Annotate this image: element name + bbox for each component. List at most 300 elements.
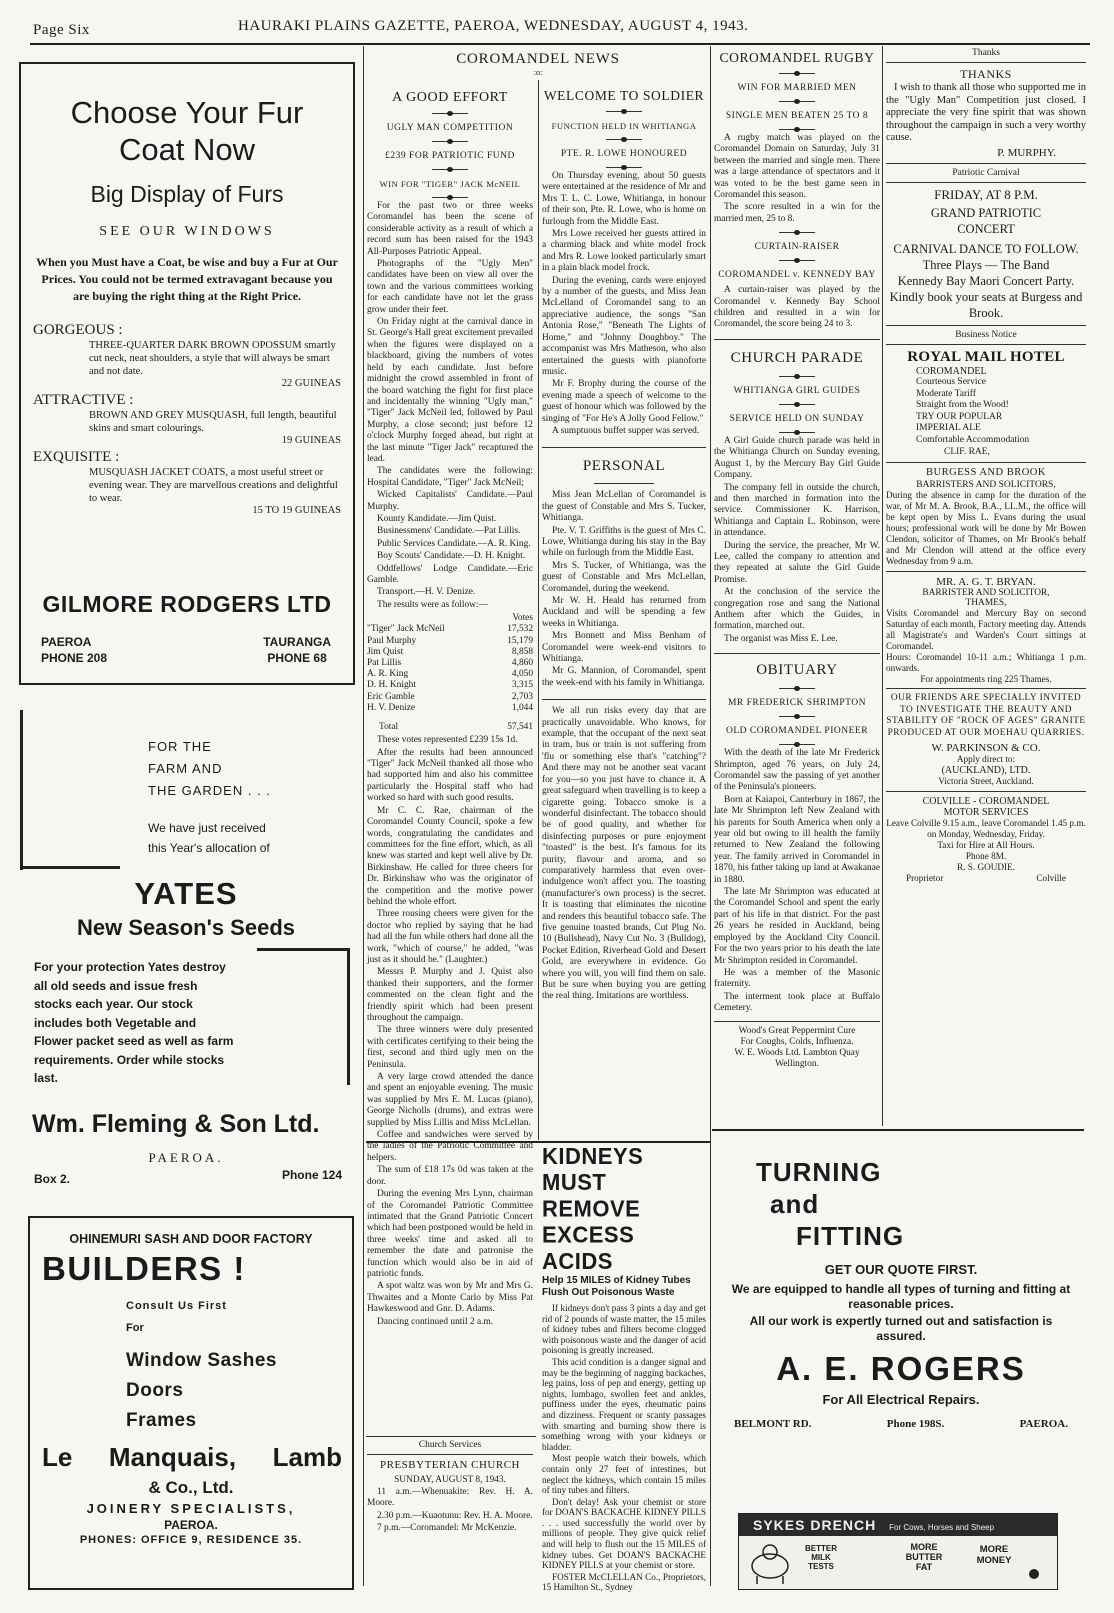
motor-text: Leave Colville 9.15 a.m., leave Coromandel 1.45 p.m. on Monday, Wednesday, Friday.	[886, 817, 1086, 839]
paragraph: Coffee and sandwiches were served by the ladies of the Patriotic Committee and helpers.	[367, 1130, 533, 1163]
paragraph: Three rousing cheers were given for the doctor who replied by saying that he had had all the fun while others had done all the work, "which of course," he added, "was just as it should be." (Laughter.)	[367, 909, 533, 965]
candidate-votes: 15,179	[507, 635, 533, 646]
section-rule	[886, 462, 1086, 463]
fur-headline-2: Coat Now	[118, 132, 256, 167]
parade-body	[714, 436, 880, 645]
curtain-raiser-sub: COROMANDEL v. KENNEDY BAY	[718, 270, 876, 281]
hotel-line: TRY OUR POPULAR	[916, 411, 1003, 422]
see-windows: SEE OUR WINDOWS	[99, 224, 275, 239]
fur-item-price: 19 GUINEAS	[281, 435, 341, 446]
votes-label: Votes	[512, 613, 533, 624]
paragraph: Wicked Capitalists' Candidate.—Paul Murphy.	[367, 490, 533, 512]
thanks-text: I wish to thank all those who supported me in the "Ugly Man" Competition just closed. I appreciate the very fine spirit that was shown throughout the campaign in such a very worthy cause.	[886, 82, 1086, 143]
fur-item-label: ATTRACTIVE :	[33, 392, 134, 408]
candidate-name: A. R. King	[367, 669, 409, 680]
rule-ornament	[779, 98, 815, 105]
paragraph: A very large crowd attended the dance and spent an enjoyable evening. The music was supplied by Mrs E. M. Lucas (piano), George Nicholls (drums), and extras were supplied by Miss Lillis and Miss McLellan.	[367, 1072, 533, 1128]
thanks-label: Thanks	[972, 48, 1000, 58]
vote-results-table	[367, 613, 533, 733]
bracket-decoration	[20, 710, 29, 870]
vote-row	[367, 692, 533, 703]
candidate-votes: 3,315	[511, 680, 533, 691]
parkinson-details	[886, 754, 1086, 787]
window-sashes: Window Sashes	[126, 1350, 277, 1371]
total-label: Total	[379, 722, 399, 733]
kidneys-headline: KIDNEYS	[542, 1142, 644, 1170]
parkinson-line: Victoria Street, Auckland.	[938, 775, 1034, 786]
article-subhead: FUNCTION HELD IN WHITIANGA	[551, 121, 697, 131]
church-time-line: 7 p.m.—Coromandel: Mr McKenzie.	[377, 1523, 517, 1534]
sykes-tag: For Cows, Horses and Sheep	[889, 1523, 995, 1532]
bryan-appointments: For appointments ring 225 Thames.	[920, 674, 1052, 685]
article-subhead: £239 FOR PATRIOTIC FUND	[385, 151, 515, 161]
hotel-line: Courteous Service	[916, 377, 986, 388]
burgess-brook-title: BURGESS AND BROOK	[926, 467, 1046, 479]
turning-headline: TURNING	[756, 1157, 882, 1187]
builders-ad	[28, 1216, 354, 1590]
tauranga-contact	[263, 634, 331, 666]
paragraph: Messrs P. Murphy and J. Quist also thanked their supporters, and the former commented on the clean fight and the friendly spirit which had been present throughout the campaign.	[367, 967, 533, 1023]
paragraph: The late Mr Shrimpton was educated at the Coromandel School and spent the early part of his life in that district. For the past 26 years he resided in Auckland, being employed by the Auckland City Council. For the two years prior to his death the late Mr Shrimpton resided in Coromandel.	[714, 887, 880, 966]
woods-line: Wood's Great Peppermint Cure	[738, 1025, 856, 1036]
section-rule	[542, 699, 706, 700]
rule-ornament	[779, 713, 815, 720]
town: PAEROA	[41, 635, 92, 649]
paragraph: The score resulted in a win for the married men, 25 to 8.	[714, 202, 880, 224]
sykes-drench-ad	[738, 1513, 1058, 1590]
paragraph: Kounty Kandidate.—Jim Quist.	[377, 513, 497, 524]
fur-item-label: EXQUISITE :	[33, 449, 120, 465]
paragraph: Mr W. H. Heald has returned from Auckland and will be spending a few weeks in Whitianga.	[542, 596, 706, 629]
paragraph: The company fell in outside the church, and then marched in formation into the service. Commissioner K. Harrison, Whitianga and Captain L. Robinson, were in attendance.	[714, 482, 880, 539]
paragraph: For the past two or three weeks Coromandel has been the scene of considerable activity as a result of which a record sum has been raised for the 1943 All-Purposes Patriotic Appeal.	[367, 201, 533, 257]
electrical-repairs: For All Electrical Repairs.	[822, 1392, 980, 1407]
new-season-seeds: New Season's Seeds	[76, 915, 295, 940]
presbyterian-church: PRESBYTERIAN CHURCH	[380, 1459, 520, 1471]
motor-line: R. S. GOUDIE.	[957, 861, 1015, 872]
section-rule	[886, 344, 1086, 345]
paragraph: Oddfellows' Lodge Candidate.—Eric Gamble.	[367, 563, 533, 585]
section-rule	[886, 791, 1086, 792]
fur-item-3	[33, 449, 341, 516]
section-rule	[886, 688, 1086, 689]
section-rule	[594, 483, 654, 484]
candidate-votes: 17,532	[507, 624, 533, 635]
cow-icon	[745, 1538, 795, 1586]
paragraph: A Girl Guide church parade was held in the Whitianga Church on Sunday evening, August 1, by the Mercury Bay Girl Guide Company.	[714, 435, 880, 481]
candidate-votes: 4,860	[511, 658, 533, 669]
vote-row	[367, 669, 533, 680]
rule-ornament	[606, 108, 642, 115]
paragraph: At the conclusion of the service the congregation rose and sang the National Anthem after which the Guides, in formation, marched out.	[714, 587, 880, 632]
paragraph: A rugby match was played on the Coromandel Domain on Saturday, July 31 between the married and single men. There was a large attendance of spectators and it was voted to be the best game seen in Coromandel this season.	[714, 133, 880, 201]
page-number: Page Six	[33, 22, 90, 38]
bracket-decoration	[257, 948, 350, 1085]
kidneys-body	[542, 1303, 706, 1593]
paragraph: Mr F. Brophy during the course of the evening made a speech of welcome to the guest of honour which was followed by the singing of "For He's A Jolly Good Fellow."	[542, 379, 706, 424]
article-subhead: WIN FOR "TIGER" JACK McNEIL	[379, 179, 521, 189]
wm-fleming-name: Wm. Fleming & Son Ltd.	[32, 1110, 320, 1138]
carnival-line: Kindly book your seats at Burgess and Brook.	[889, 289, 1083, 320]
paragraph: During the service, the preacher, Mr W. Lee, called the company to attention and they repeated at salute the Girl Guide Promise.	[714, 540, 880, 585]
rogers-town: PAEROA.	[1019, 1418, 1068, 1430]
rugby-body	[714, 133, 880, 225]
yates-seeds-ad	[20, 700, 352, 1200]
candidate-name: Paul Murphy	[367, 635, 417, 646]
church-times	[367, 1487, 533, 1535]
paragraph: Mrs Bonnett and Miss Benham of Coromandel were week-end visitors to Whitianga.	[542, 631, 706, 665]
candidate-name: "Tiger" Jack McNeil	[367, 624, 445, 635]
ae-rogers-name: A. E. ROGERS	[776, 1350, 1026, 1387]
hotel-line: Comfortable Accommodation	[916, 435, 1030, 446]
coromandel-news-banner	[366, 48, 710, 78]
motor-line: Taxi for Hire at All Hours.	[937, 839, 1035, 850]
royal-mail-hotel: ROYAL MAIL HOTEL	[907, 348, 1065, 365]
candidate-name: D. H. Knight	[367, 680, 416, 691]
section-rule	[886, 325, 1086, 326]
parkinson-name: W. PARKINSON & CO.	[931, 741, 1041, 754]
yates-town: PAEROA.	[148, 1150, 224, 1165]
church-services	[367, 1440, 533, 1590]
town: TAURANGA	[263, 635, 331, 649]
yates-phone: Phone 124	[281, 1168, 342, 1182]
paragraph: Miss Jean McLellan of Coromandel is the guest of Constable and Mrs S. Tucker, Whitianga.	[542, 490, 706, 524]
candidate-name: Jim Quist	[367, 646, 404, 657]
paragraph: If kidneys don't pass 3 pints a day and get rid of 2 pounds of waste matter, the 15 miles of kidney tubes and filters become clogged with poisonous waste and the danger of acid poisoning is greatly increased.	[542, 1303, 706, 1356]
paragraph: Dancing continued until 2 a.m.	[377, 1316, 494, 1327]
rule-ornament	[779, 373, 815, 380]
fur-intro: When you Must have a Coat, be wise and buy a Fur at Our Prices. You could not be termed extravagant because you are buying the right thing at the Right Price.	[36, 255, 338, 303]
paragraph: Mr G. Mannion, of Coromandel, spent the week-end with his family in Whitianga.	[542, 666, 706, 688]
section-rule	[714, 653, 880, 654]
rule-ornament	[432, 138, 468, 145]
section-rule	[886, 182, 1086, 183]
good-effort-body-2	[367, 735, 533, 1328]
candidate-name: H. V. Denize	[367, 702, 416, 713]
le-manquais-name: Le Manquais, Lamb	[42, 1442, 342, 1472]
parkinson-line: Apply direct to:	[956, 753, 1016, 764]
paragraph: The candidates were the following: Hospital Candidate, "Tiger" Jack McNeil;	[367, 466, 533, 488]
candidate-votes: 4,050	[511, 669, 533, 680]
good-effort-head: A GOOD EFFORT	[392, 90, 508, 105]
box-number: Box 2.	[34, 1172, 71, 1186]
yates-body: For your protection Yates destroy all old seeds and issue fresh stocks each year. Our stock includes both Vegetable and Flower packet seed as well as farm requirements. Order while stocks last.	[34, 960, 234, 1085]
bryan-sub: BARRISTER AND SOLICITOR,	[922, 588, 1050, 599]
header-rule	[30, 43, 1090, 45]
welcome-personal-column	[542, 80, 706, 1140]
vote-row	[367, 624, 533, 635]
hotel-line: Moderate Tariff	[916, 388, 976, 399]
section-rule	[542, 447, 706, 448]
vote-row	[367, 680, 533, 691]
motor-details	[886, 840, 1086, 873]
rogers-contact	[734, 1418, 1068, 1430]
paragraph: Boy Scouts' Candidate.—D. H. Knight.	[377, 551, 526, 562]
burgess-brook-sub: BARRISTERS AND SOLICITORS,	[916, 480, 1056, 491]
rule-ornament	[432, 194, 468, 201]
rule-ornament	[779, 741, 815, 748]
bryan-town: THAMES,	[965, 598, 1007, 609]
paragraph: Born at Kaiapoi, Canterbury in 1867, the late Mr Shrimpton left New Zealand with his parents for South America when only a year old but owing to ill health the family returned to New Zealand the following year. The family arrived in Coromandel in 1870, his father taking up land at Awakanae in 1880.	[714, 794, 880, 885]
column-rule	[538, 80, 539, 1140]
woods-peppermint-ad	[714, 1026, 880, 1070]
paragraph: Most people watch their bowels, which contain only 27 feet of intestines, but neglect the kidneys, which contain 15 miles of tiny tubes and filters.	[542, 1453, 706, 1496]
paragraph: The results were as follow:—	[377, 599, 488, 610]
motor-line: Phone 8M.	[965, 850, 1007, 861]
kidneys-subhead: Help 15 MILES of Kidney Tubes Flush Out Poisonous Waste	[542, 1275, 691, 1298]
motor-line: Colville	[1036, 872, 1066, 883]
builders-town: PAEROA.	[164, 1518, 218, 1532]
woods-line: For Coughs, Colds, Influenza.	[740, 1036, 854, 1047]
benefit-3: MORE MONEY	[976, 1544, 1012, 1566]
column-rule	[710, 46, 711, 1586]
fur-item-desc: BROWN AND GREY MUSQUASH, full length, beautiful skins and smart colourings.	[89, 410, 337, 434]
rugby-parade-obituary-column	[714, 48, 880, 1128]
bracket-decoration	[20, 866, 120, 869]
fur-item-desc: MUSQUASH JACKET COATS, a most useful street or evening wear. They are marvellous creations and delightful to wear.	[89, 467, 338, 504]
paragraph: Businessmens' Candidate.—Pat Lillis.	[377, 526, 521, 537]
good-effort-body	[367, 201, 533, 611]
rule-ornament	[779, 126, 815, 133]
yates-line: FOR THE	[148, 739, 212, 754]
sykes-brand: SYKES DRENCH	[753, 1517, 877, 1533]
personal-body	[542, 490, 706, 689]
rule-ornament	[432, 110, 468, 117]
column-rule	[882, 46, 883, 1126]
paragraph: This acid condition is a danger signal and may be the beginning of nagging backaches, leg pains, loss of pep and energy, getting up nights, lumbago, swollen feet and ankles, puffiness under the eyes, rheumatic pains and dizziness. Frequent or scanty passages with smarting and burning show there is something wrong with your kidneys or bladder.	[542, 1356, 706, 1452]
paragraph: A spot waltz was won by Mr and Mrs G. Thwaites and a Monte Carlo by Miss Pat Hawkeswood and Gnr. D. Adams.	[367, 1281, 533, 1315]
paragraph: He was a member of the Masonic fraternity.	[714, 967, 880, 990]
total-value: 57,541	[507, 722, 533, 733]
vote-row	[367, 636, 533, 647]
article-subhead: WIN FOR MARRIED MEN	[737, 83, 857, 93]
phone: PHONE 68	[267, 651, 327, 665]
rule-ornament	[779, 429, 815, 436]
paragraph: After the results had been announced "Tiger" Jack McNeil thanked all those who had supported him and also his committee particularly the Hospital staff who had worked so hard with such good results.	[367, 747, 533, 804]
hotel-details	[886, 366, 1086, 459]
thanks-signature: P. MURPHY.	[997, 146, 1056, 159]
fur-item-2	[33, 392, 341, 446]
obituary-body	[714, 748, 880, 1014]
doors: Doors	[126, 1380, 184, 1401]
paragraph: During the evening Mrs Lynn, chairman of the Coromandel Patriotic Committee intimated that the Grand Patriotic Concert which had been postponed would be held in three weeks' time and asked all to remember the date and patronise the function which would also be in aid of patriotic funds.	[367, 1189, 533, 1279]
bryan-title: MR. A. G. T. BRYAN.	[936, 576, 1036, 589]
quote-first: GET OUR QUOTE FIRST.	[824, 1262, 978, 1277]
carnival-label: Patriotic Carnival	[952, 167, 1020, 178]
rogers-phone: Phone 198S.	[886, 1418, 945, 1430]
turning-headline: FITTING	[796, 1221, 905, 1251]
paragraph: The sum of £18 17s 0d was taken at the door.	[367, 1165, 533, 1187]
rule-ornament	[779, 229, 815, 236]
fur-coat-ad	[19, 62, 355, 685]
parkinson-line: (AUCKLAND), LTD.	[941, 764, 1031, 776]
page-header	[33, 18, 1086, 42]
fur-item-price: 22 GUINEAS	[281, 378, 341, 389]
carnival-line: CARNIVAL DANCE TO FOLLOW.	[893, 241, 1079, 256]
carnival-line: FRIDAY, AT 8 P.M.	[934, 186, 1038, 202]
rule-ornament	[779, 257, 815, 264]
turning-fitting-ad	[720, 1136, 1082, 1436]
paragraph: Pte. V. T. Griffiths is the guest of Mrs C. Lowe, Whitianga during his stay in the Bay while on furlough from the Middle East.	[542, 525, 706, 559]
yates-line: this Year's allocation of	[148, 841, 270, 855]
frames: Frames	[126, 1410, 197, 1431]
section-rule	[886, 571, 1086, 572]
turning-body-2: All our work is expertly turned out and satisfaction is assured.	[749, 1314, 1053, 1343]
church-label: Church Services	[418, 1440, 482, 1450]
paragraph: FOSTER McCLELLAN Co., Proprietors, 15 Hamilton St., Sydney	[542, 1571, 706, 1593]
woods-line: W. E. Woods Ltd. Lambton Quay Wellington.	[734, 1047, 860, 1069]
kidneys-ad	[542, 1142, 706, 1593]
paragraph: Photographs of the "Ugly Men" candidates have been on view all over the town and the various committees working for each candidate have not let the grass grow under their feet.	[367, 259, 533, 315]
yates-line: THE GARDEN . . .	[148, 783, 271, 798]
section-rule	[366, 1436, 536, 1437]
rule-ornament	[606, 136, 642, 143]
business-notice-label: Business Notice	[955, 329, 1017, 340]
yates-brand: YATES	[134, 876, 238, 911]
rule-ornament	[779, 70, 815, 77]
gilmore-rodgers-name: GILMORE RODGERS LTD	[42, 591, 332, 617]
votes-total-row	[367, 722, 533, 733]
factory-name: OHINEMURI SASH AND DOOR FACTORY	[69, 1232, 313, 1246]
section-rule	[367, 1454, 533, 1455]
carnival-line: Kennedy Bay Maori Concert Party.	[897, 273, 1075, 288]
section-rule	[712, 1129, 1084, 1131]
section-rule	[714, 339, 880, 340]
article-subhead: UGLY MAN COMPETITION	[386, 123, 514, 133]
article-subhead: WHITIANGA GIRL GUIDES	[733, 385, 861, 396]
benefit-1: BETTER MILK TESTS	[805, 1544, 837, 1571]
paragraph: Don't delay! Ask your chemist or store for DOAN'S BACKACHE KIDNEY PILLS . . . used successfully the world over by millions of people. They give quick relief and will help to flush out the 15 MILES of kidney tubes. Get DOAN'S BACKACHE KIDNEY PILLS at your chemist or store.	[542, 1496, 706, 1571]
carnival-line: Three Plays — The Band	[922, 257, 1050, 272]
builders-phones: PHONES: OFFICE 9, RESIDENCE 35.	[79, 1534, 303, 1546]
paragraph: A sumptuous buffet supper was served.	[552, 425, 700, 436]
paragraph: Public Services Candidate.—A. R. King.	[377, 538, 531, 549]
church-time-line: 11 a.m.—Whenuakite: Rev. H. A. Moore.	[367, 1487, 533, 1509]
rule-ornament	[779, 401, 815, 408]
rule-ornament	[606, 164, 642, 171]
tobacco-notice	[542, 706, 706, 1003]
kidneys-headline: EXCESS ACIDS	[542, 1221, 635, 1275]
bryan-text: Visits Coromandel and Mercury Bay on second Saturday of each month, Factory meeting day. Attends all Magistrate's and Warden's Court sittings at Coromandel.	[886, 608, 1086, 652]
article-subhead: MR FREDERICK SHRIMPTON	[727, 698, 867, 709]
section-rule	[714, 1021, 880, 1022]
fur-subhead: Big Display of Furs	[90, 181, 284, 207]
turning-body: We are equipped to handle all types of turning and fitting at reasonable prices.	[731, 1282, 1071, 1311]
church-time-line: 2.30 p.m.—Kuaotunu: Rev. H. A. Moore.	[377, 1510, 533, 1521]
joinery-specialists: JOINERY SPECIALISTS,	[86, 1501, 296, 1516]
curtain-raiser-text: A curtain-raiser was played by the Coromandel v. Kennedy Bay School children and resulted in a win for Coromandel, the score being 24 to 3.	[714, 285, 880, 330]
right-notices-column	[886, 46, 1086, 1126]
paragraph: Mrs Lowe received her guests attired in a charming black and white model frock and Mrs R. Lowe looked particularly smart in a plain black model frock.	[542, 229, 706, 274]
consult-us: Consult Us First	[126, 1300, 227, 1312]
rule-ornament	[432, 166, 468, 173]
hotel-line: COROMANDEL	[916, 365, 987, 377]
coin-icon	[1029, 1569, 1039, 1579]
welcome-body	[542, 171, 706, 437]
church-parade-title: CHURCH PARADE	[730, 349, 864, 366]
section-rule	[886, 62, 1086, 63]
rock-of-ages-text: OUR FRIENDS ARE SPECIALLY INVITED TO INVESTIGATE THE BEAUTY AND STABILITY OF "ROCK OF AGES" GRANITE PRODUCED AT OUR MOEHAU QUARRIES.	[886, 693, 1086, 739]
hotel-line: Straight from the Wood!	[916, 400, 1009, 411]
fur-item-desc: THREE-QUARTER DARK BROWN OPOSSUM smartly cut neck, neat shoulders, a style that will always be smart and not date.	[89, 340, 336, 377]
phone: PHONE 208	[41, 651, 108, 665]
company-suffix: & Co., Ltd.	[148, 1478, 234, 1497]
paragraph: The three winners were duly presented with certificates certifying to their being the first, second and third ugly men on the Peninsula.	[367, 1025, 533, 1070]
bryan-hours: Hours: Coromandel 10-11 a.m.; Whitianga 1 p.m. onwards.	[886, 652, 1086, 674]
paragraph: Transport.—H. V. Denize.	[377, 587, 476, 598]
fur-headline: Choose Your Fur	[70, 95, 304, 130]
rule-ornament	[779, 685, 815, 692]
carnival-line: GRAND PATRIOTIC	[930, 205, 1042, 220]
paragraph: During the evening, cards were enjoyed by a number of the guests, and Miss Jean McLelland of Coromandel sang to an appreciative audience, the songs "San Antonia Rose," "Beneath The Lights of Home," and "Johnny Doughboy." The accompanist was Mrs Matheson, who also entertained the guests with pianoforte music.	[542, 275, 706, 377]
coromandel-news-title: COROMANDEL NEWS	[456, 51, 620, 67]
rugby-title: COROMANDEL RUGBY	[719, 50, 875, 65]
thanks-title: THANKS	[960, 67, 1012, 81]
paragraph: With the death of the late Mr Frederick Shrimpton, aged 76 years, on July 24, Coromandel saw the passing of yet another of the Peninsula's pioneers.	[714, 748, 880, 793]
vote-row	[367, 647, 533, 658]
candidate-votes: 2,703	[511, 691, 533, 702]
rogers-address: BELMONT RD.	[734, 1418, 812, 1430]
burgess-brook-text: During the absence in camp for the duration of the war, of Mr M. A. Brook, B.A., LL.M., the office will be kept open by Miss L. Evans during the usual hours; professional work will be done by Mr Bowen Clendon, solicitor of Thames, on Mr Brook's behalf and Mr Clendon will attend at the office every Wednesday from 9 a.m.	[886, 490, 1086, 567]
article-subhead: PTE. R. LOWE HONOURED	[560, 149, 688, 159]
section-rule	[886, 163, 1086, 164]
carnival-notice	[886, 187, 1086, 321]
church-date: SUNDAY, AUGUST 8, 1943.	[394, 1475, 506, 1485]
welcome-head: WELCOME TO SOLDIER	[543, 88, 705, 103]
separator: :o:	[533, 68, 543, 77]
sykes-banner	[739, 1514, 1057, 1536]
masthead: HAURAKI PLAINS GAZETTE, PAEROA, WEDNESDAY, AUGUST 4, 1943.	[238, 18, 749, 34]
carnival-line: CONCERT	[957, 221, 1015, 236]
fur-item-label: GORGEOUS :	[33, 322, 123, 338]
paragraph: On Thursday evening, about 50 guests were entertained at the residence of Mr and Mrs T. L. C. Lowe, Whitianga, in honour of their son, Pte. R. Lowe, who is home on furlough from the Middle East.	[542, 171, 706, 227]
paragraph: Mr C. C. Rae, chairman of the Coromandel County Council, spoke a few words, congratulating the candidates and committees for the fine effort, which, as all knew was started and kept well alive by Dr. Birkinshaw. He called for three cheers for Dr. Birkinshaw who was the originator of the competition and the motive power behind the whole effort.	[367, 805, 533, 907]
curtain-raiser-head: CURTAIN-RAISER	[754, 242, 840, 253]
motor-title: COLVILLE - COROMANDEL	[922, 795, 1050, 807]
paeroa-contact	[41, 634, 107, 666]
paragraph: The organist was Miss E. Lee.	[724, 633, 838, 644]
fur-item-1	[33, 322, 341, 389]
hotel-line: IMPERIAL ALE	[916, 423, 981, 434]
vote-row	[367, 703, 533, 714]
builders-heading: BUILDERS !	[42, 1250, 246, 1287]
candidate-name: Pat Lillis	[367, 658, 402, 669]
yates-line: We have just received	[148, 821, 266, 835]
obituary-title: OBITUARY	[756, 662, 838, 679]
good-effort-article	[367, 80, 533, 1327]
yates-line: FARM AND	[148, 761, 223, 776]
candidate-votes: 8,858	[511, 646, 533, 657]
fur-item-price: 15 TO 19 GUINEAS	[252, 505, 341, 516]
motor-sub: MOTOR SERVICES	[943, 806, 1029, 818]
paragraph: These votes represented £239 15s 1d.	[377, 735, 518, 746]
paragraph: The interment took place at Buffalo Cemetery.	[714, 991, 880, 1014]
paragraph: We all run risks every day that are practically unavoidable. Who knows, for example, that the occupant of the next seat in tram, bus or train is not suffering from 'flu or something else that's "catching"? And there may not be another seat vacant for you—so you just have to chance it. A great safeguard when travelling is to keep a cigarette going. Tobacco smoke is a wonderful disinfectant. The tobacco should be of good quality, and whether for disinfecting purposes or pure enjoyment "toasted" is the best. It's famous for its purity, flavour and aroma, and so comparatively harmless that even over-indulgence won't affect you. The toasting (manufacturer's own process) is the secret. It is toasting that eliminates the nicotine and renders this beautiful tobacco safe. The five genuine toasted brands, Cut Plug No. 10 (Bullshead), Navy Cut No. 3 (Bulldog), Pocket Edition, Riverhead Gold and Desert Gold, are everywhere in evidence. Go where you will, you will find them on sale. But be sure when buying you are getting the real thing. Imitations are worthless.	[542, 706, 706, 1002]
vote-row	[367, 658, 533, 669]
article-subhead: SINGLE MEN BEATEN 25 TO 8	[725, 111, 869, 121]
personal-head: PERSONAL	[582, 458, 666, 475]
column-rule	[363, 46, 364, 1586]
motor-proprietor	[886, 873, 1086, 883]
article-subhead: OLD COROMANDEL PIONEER	[725, 726, 869, 737]
paragraph: Mrs S. Tucker, of Whitianga, was the guest of Constable and Mrs McLellan, Coromandel, during the weekend.	[542, 560, 706, 594]
paragraph: On Friday night at the carnival dance in St. George's Hall great excitement prevailed when the figures were displayed on a blackboard, giving the numbers of votes held by each candidate. Just before midnight the crowd assembled in front of the board watching the fight for first place and incidentally the winning "Ugly man," "Tiger" Jack McNeil led, followed by Paul Murphy, a close second; just before 12 o'clock Murphy forged ahead, but right at the last minute "Tiger Jack" recaptured the lead.	[367, 317, 533, 464]
motor-line: Proprietor	[906, 872, 944, 883]
article-subhead: SERVICE HELD ON SUNDAY	[729, 413, 865, 424]
kidneys-headline: MUST REMOVE	[542, 1169, 641, 1222]
candidate-votes: 1,044	[511, 702, 533, 713]
candidate-name: Eric Gamble	[367, 691, 415, 702]
